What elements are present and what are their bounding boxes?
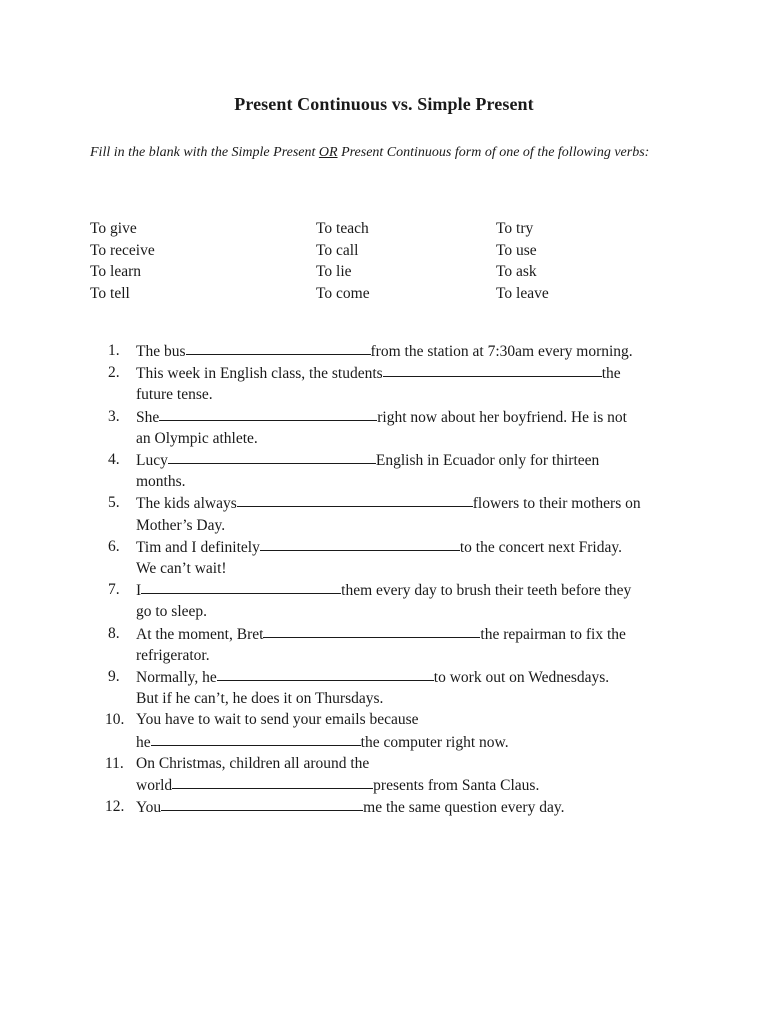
exercise-item-9 bbox=[108, 666, 688, 709]
answer-blank[interactable] bbox=[186, 339, 371, 355]
exercise-item-11 bbox=[105, 753, 688, 796]
exercise-line bbox=[136, 623, 688, 645]
exercise-line bbox=[136, 536, 688, 558]
sentence-start: The kids always bbox=[136, 495, 237, 513]
sentence-end: me the same question every day. bbox=[363, 799, 565, 817]
exercise-item-12 bbox=[105, 796, 688, 818]
answer-blank[interactable] bbox=[172, 773, 373, 789]
exercise-line: You have to wait to send your emails because bbox=[136, 711, 419, 729]
exercise-number: 3. bbox=[108, 407, 120, 425]
exercise-line bbox=[136, 579, 688, 601]
sentence-start: world bbox=[136, 777, 173, 795]
answer-blank[interactable] bbox=[159, 405, 377, 421]
verb-item: To try bbox=[496, 220, 534, 237]
answer-blank[interactable] bbox=[237, 491, 473, 507]
verb-item: To give bbox=[90, 220, 137, 237]
exercise-line bbox=[136, 406, 688, 428]
sentence-end: presents from Santa Claus. bbox=[373, 777, 540, 795]
exercise-number: 1. bbox=[108, 342, 120, 359]
exercise-number: 5. bbox=[108, 494, 120, 512]
sentence-end: to work out on Wednesdays. bbox=[433, 669, 610, 687]
answer-blank[interactable] bbox=[263, 622, 480, 638]
sentence-start: I bbox=[136, 582, 142, 600]
exercise-item-3 bbox=[108, 406, 688, 449]
exercise-continuation: future tense. bbox=[136, 386, 213, 404]
answer-blank[interactable] bbox=[151, 730, 361, 746]
sentence-end: the computer right now. bbox=[360, 733, 509, 751]
answer-blank[interactable] bbox=[161, 795, 363, 811]
verb-column-3 bbox=[496, 218, 549, 304]
exercise-item-7 bbox=[108, 579, 688, 622]
exercise-line: On Christmas, children all around the bbox=[136, 754, 370, 772]
verb-column-1 bbox=[90, 218, 155, 304]
sentence-start: This week in English class, the students bbox=[136, 365, 383, 383]
exercise-number: 2. bbox=[108, 364, 120, 382]
sentence-start: At the moment, Bret bbox=[136, 625, 264, 643]
exercise-continuation: refrigerator. bbox=[136, 646, 210, 664]
verb-item: To receive bbox=[90, 241, 155, 259]
exercise-line bbox=[136, 449, 688, 471]
sentence-end: flowers to their mothers on bbox=[472, 495, 641, 513]
verb-item: To tell bbox=[90, 284, 130, 302]
exercise-list bbox=[105, 340, 688, 818]
instructions-underlined-or: OR bbox=[318, 145, 338, 160]
sentence-end: the bbox=[601, 365, 621, 383]
sentence-start: You bbox=[136, 799, 162, 817]
exercise-continuation: We can’t wait! bbox=[136, 560, 227, 578]
verb-item: To come bbox=[316, 284, 370, 302]
instructions-text-end: Present Continuous form of one of the following verbs: bbox=[337, 145, 650, 160]
exercise-number: 12. bbox=[105, 798, 125, 816]
exercise-continuation: months. bbox=[136, 473, 186, 491]
exercise-line bbox=[136, 362, 688, 384]
verb-item: To lie bbox=[316, 263, 352, 280]
answer-blank[interactable] bbox=[260, 535, 460, 551]
answer-blank[interactable] bbox=[141, 578, 341, 594]
exercise-item-5 bbox=[108, 492, 688, 535]
exercise-number: 4. bbox=[108, 451, 120, 469]
sentence-start: Normally, he bbox=[136, 669, 217, 687]
exercise-line bbox=[136, 492, 688, 514]
exercise-number: 9. bbox=[108, 668, 120, 686]
sentence-start: She bbox=[136, 408, 160, 426]
verb-item: To ask bbox=[496, 263, 537, 280]
exercise-continuation: an Olympic athlete. bbox=[136, 429, 258, 447]
instructions-text-start: Fill in the blank with the Simple Present bbox=[90, 145, 319, 160]
verb-item: To leave bbox=[496, 284, 549, 302]
answer-blank[interactable] bbox=[217, 665, 434, 681]
exercise-continuation: Mother’s Day. bbox=[136, 516, 226, 534]
sentence-end: to the concert next Friday. bbox=[459, 538, 622, 556]
exercise-line bbox=[136, 666, 688, 688]
exercise-line bbox=[136, 796, 688, 818]
exercise-number: 11. bbox=[105, 754, 124, 772]
verb-item: To teach bbox=[316, 220, 369, 237]
sentence-end: them every day to brush their teeth before they bbox=[341, 582, 632, 600]
exercise-item-6 bbox=[108, 536, 688, 579]
verb-item: To call bbox=[316, 241, 359, 259]
exercise-continuation bbox=[136, 774, 688, 796]
sentence-start: he bbox=[136, 733, 151, 751]
exercise-line bbox=[136, 340, 688, 362]
sentence-end: English in Ecuador only for thirteen bbox=[375, 452, 600, 470]
verb-item: To learn bbox=[90, 263, 141, 280]
exercise-number: 8. bbox=[108, 624, 120, 642]
verb-column-2 bbox=[316, 218, 370, 304]
exercise-item-2 bbox=[108, 362, 688, 405]
exercise-continuation bbox=[136, 731, 688, 753]
exercise-item-1 bbox=[108, 340, 688, 362]
exercise-item-10 bbox=[105, 709, 688, 752]
exercise-item-8 bbox=[108, 623, 688, 666]
exercise-number: 10. bbox=[105, 711, 125, 729]
verb-item: To use bbox=[496, 241, 537, 259]
exercise-number: 6. bbox=[108, 537, 120, 555]
sentence-end: from the station at 7:30am every morning. bbox=[370, 343, 633, 360]
exercise-continuation: go to sleep. bbox=[136, 603, 208, 621]
worksheet-title: Present Continuous vs. Simple Present bbox=[234, 94, 534, 114]
exercise-item-4 bbox=[108, 449, 688, 492]
answer-blank[interactable] bbox=[383, 361, 602, 377]
sentence-end: right now about her boyfriend. He is not bbox=[377, 408, 627, 426]
sentence-start: Tim and I definitely bbox=[136, 538, 260, 556]
sentence-end: the repairman to fix the bbox=[480, 625, 626, 643]
answer-blank[interactable] bbox=[168, 448, 376, 464]
sentence-start: The bus bbox=[136, 343, 186, 360]
sentence-start: Lucy bbox=[136, 452, 168, 470]
instructions bbox=[90, 143, 680, 162]
exercise-number: 7. bbox=[108, 581, 120, 599]
exercise-continuation: But if he can’t, he does it on Thursdays. bbox=[136, 690, 384, 708]
